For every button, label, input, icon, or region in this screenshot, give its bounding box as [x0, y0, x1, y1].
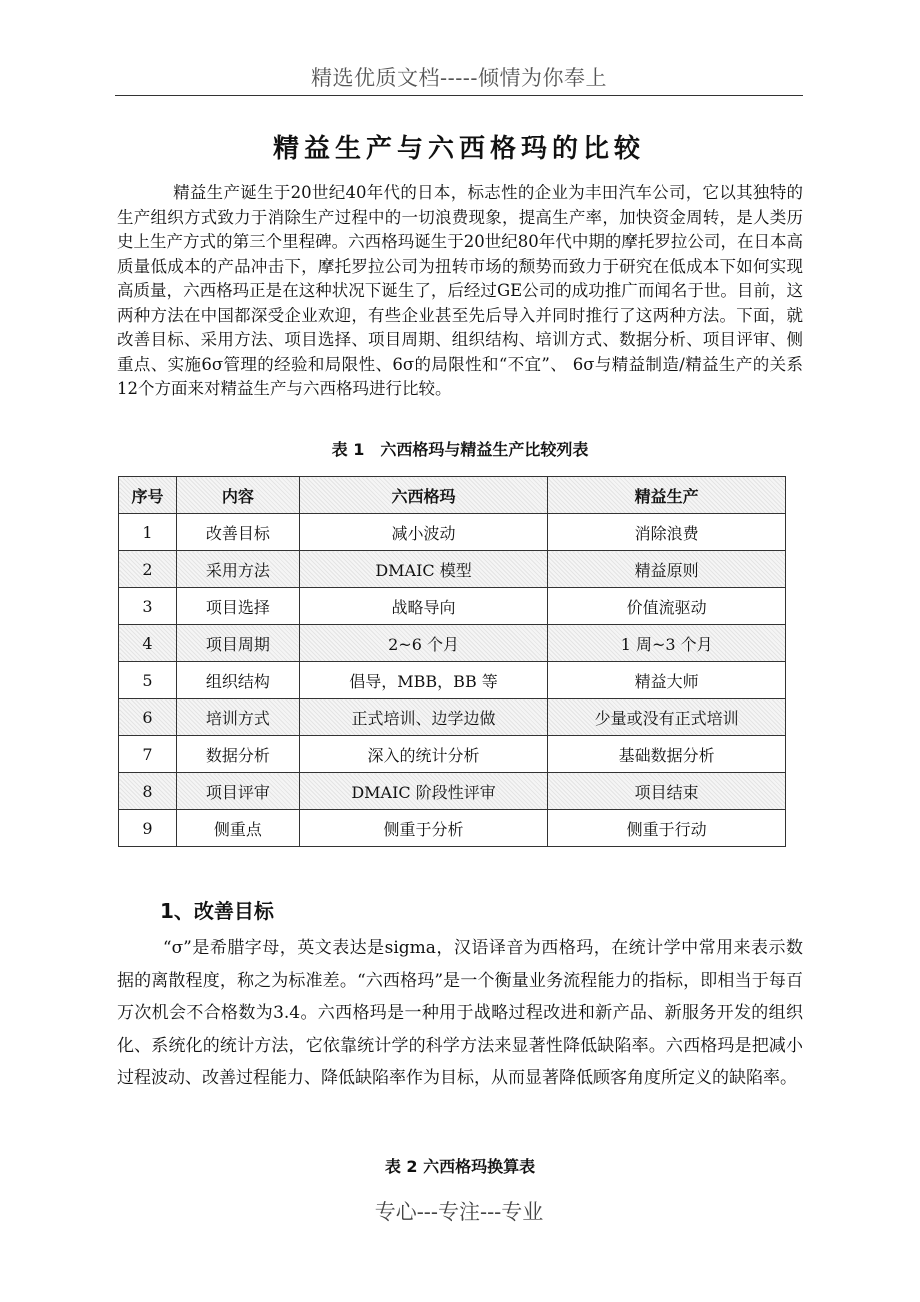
cell-content: 侧重点	[176, 810, 299, 847]
section-body	[117, 932, 803, 1095]
page-footer: 专心---专注---专业	[374, 1200, 544, 1224]
cell-six-sigma: DMAIC 模型	[299, 551, 548, 588]
table-row	[119, 662, 786, 699]
table-header-row	[119, 477, 786, 514]
cell-lean: 价值流驱动	[548, 588, 786, 625]
document-title: 精益生产与六西格玛的比较	[272, 134, 645, 164]
cell-lean: 精益原则	[548, 551, 786, 588]
header-cell-six-sigma: 六西格玛	[299, 477, 548, 514]
section-heading: 1、改善目标	[160, 899, 274, 923]
cell-content: 组织结构	[176, 662, 299, 699]
cell-lean: 精益大师	[548, 662, 786, 699]
cell-lean: 基础数据分析	[548, 736, 786, 773]
cell-six-sigma: 侧重于分析	[299, 810, 548, 847]
header-cell-content: 内容	[176, 477, 299, 514]
cell-index: 7	[119, 736, 177, 773]
cell-index: 8	[119, 773, 177, 810]
section-paragraph: “σ”是希腊字母，英文表达是sigma，汉语译音为西格玛，在统计学中常用来表示数据的离散程度，称之为标准差。“六西格玛”是一个衡量业务流程能力的指标，即相当于每百万次机会不合格数为3.4。六西格玛是一种用于战略过程改进和新产品、新服务开发的组织化、系统化的统计方法，它依靠统计学的科学方法来显著性降低缺陷率。六西格玛是把减小过程波动、改善过程能力、降低缺陷率作为目标，从而显著降低顾客角度所定义的缺陷率。	[117, 938, 803, 1088]
table-row	[119, 699, 786, 736]
cell-content: 数据分析	[176, 736, 299, 773]
table1-caption: 表 1 六西格玛与精益生产比较列表	[331, 440, 589, 459]
cell-lean: 少量或没有正式培训	[548, 699, 786, 736]
table-row	[119, 773, 786, 810]
cell-six-sigma: 2~6 个月	[299, 625, 548, 662]
header-cell-index: 序号	[119, 477, 177, 514]
cell-index: 2	[119, 551, 177, 588]
cell-index: 9	[119, 810, 177, 847]
page-header: 精选优质文档-----倾情为你奉上	[311, 66, 607, 90]
intro-section	[117, 181, 803, 402]
cell-lean: 侧重于行动	[548, 810, 786, 847]
cell-six-sigma: 正式培训、边学边做	[299, 699, 548, 736]
cell-content: 项目评审	[176, 773, 299, 810]
cell-six-sigma: 深入的统计分析	[299, 736, 548, 773]
header-cell-lean: 精益生产	[548, 477, 786, 514]
table-row	[119, 514, 786, 551]
cell-lean: 消除浪费	[548, 514, 786, 551]
header-divider	[115, 95, 803, 96]
cell-six-sigma: 减小波动	[299, 514, 548, 551]
cell-index: 4	[119, 625, 177, 662]
cell-six-sigma: 战略导向	[299, 588, 548, 625]
cell-content: 改善目标	[176, 514, 299, 551]
cell-index: 1	[119, 514, 177, 551]
cell-six-sigma: DMAIC 阶段性评审	[299, 773, 548, 810]
cell-index: 6	[119, 699, 177, 736]
table-row	[119, 810, 786, 847]
intro-paragraph: 精益生产诞生于20世纪40年代的日本，标志性的企业为丰田汽车公司，它以其独特的生产组织方式致力于消除生产过程中的一切浪费现象，提高生产率，加快资金周转，是人类历史上生产方式的第三个里程碑。六西格玛诞生于20世纪80年代中期的摩托罗拉公司，在日本高质量低成本的产品冲击下，摩托罗拉公司为扭转市场的颓势而致力于研究在低成本下如何实现高质量，六西格玛正是在这种状况下诞生了，后经过GE公司的成功推广而闻名于世。目前，这两种方法在中国都深受企业欢迎，有些企业甚至先后导入并同时推行了这两种方法。下面，就改善目标、采用方法、项目选择、项目周期、组织结构、培训方式、数据分析、项目评审、侧重点、实施6σ管理的经验和局限性、6σ的局限性和“不宜”、 6σ与精益制造/精益生产的关系12个方面来对精益生产与六西格玛进行比较。	[117, 183, 803, 398]
cell-content: 采用方法	[176, 551, 299, 588]
cell-content: 培训方式	[176, 699, 299, 736]
cell-index: 3	[119, 588, 177, 625]
table-row	[119, 625, 786, 662]
cell-index: 5	[119, 662, 177, 699]
table2-caption: 表 2 六西格玛换算表	[384, 1157, 536, 1176]
table-row	[119, 551, 786, 588]
cell-lean: 1 周~3 个月	[548, 625, 786, 662]
table-row	[119, 736, 786, 773]
cell-content: 项目周期	[176, 625, 299, 662]
cell-six-sigma: 倡导，MBB，BB 等	[299, 662, 548, 699]
cell-content: 项目选择	[176, 588, 299, 625]
cell-lean: 项目结束	[548, 773, 786, 810]
comparison-table	[118, 476, 786, 847]
table-row	[119, 588, 786, 625]
